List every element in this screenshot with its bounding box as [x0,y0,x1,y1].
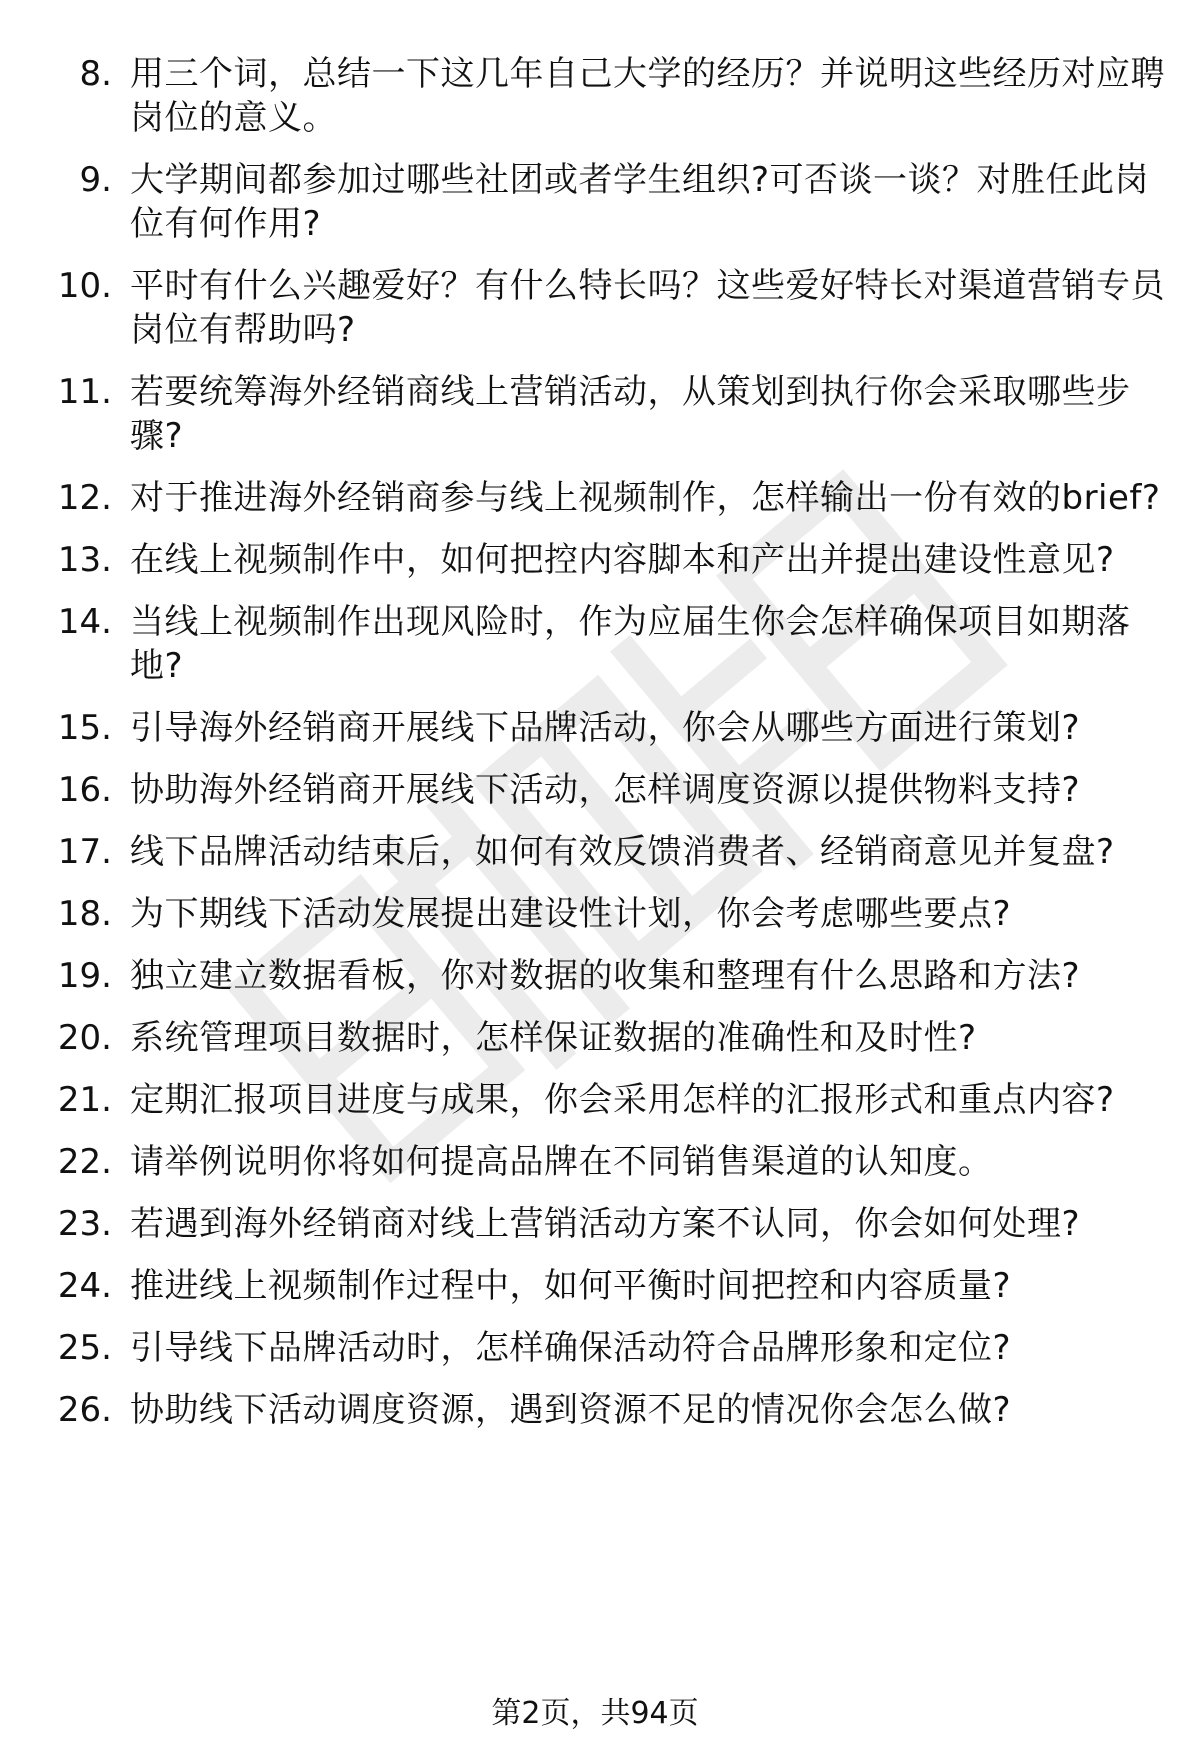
item-text: 为下期线下活动发展提出建设性计划，你会考虑哪些要点? [130,894,1012,934]
item-number: 13. [57,540,112,580]
question-list [0,52,1190,1450]
item-text: 请举例说明你将如何提高品牌在不同销售渠道的认知度。 [130,1142,993,1182]
item-text: 协助海外经销商开展线下活动，怎样调度资源以提供物料支持? [130,770,1081,810]
item-text: 独立建立数据看板，你对数据的收集和整理有什么思路和方法? [130,956,1081,996]
item-number: 26. [57,1390,112,1430]
item-text: 引导线下品牌活动时，怎样确保活动符合品牌形象和定位? [130,1328,1012,1368]
list-item [0,600,1190,688]
list-item [0,1140,1190,1184]
list-item [0,538,1190,582]
list-item [0,892,1190,936]
item-text: 大学期间都参加过哪些社团或者学生组织?可否谈一谈？对胜任此岗位有何作用? [130,160,1150,244]
list-item [0,1202,1190,1246]
item-number: 20. [57,1018,112,1058]
item-text: 引导海外经销商开展线下品牌活动，你会从哪些方面进行策划? [130,708,1081,748]
item-number: 24. [57,1266,112,1306]
list-item [0,768,1190,812]
item-number: 21. [57,1080,112,1120]
item-text: 在线上视频制作中，如何把控内容脚本和产出并提出建设性意见? [130,540,1115,580]
list-item [0,1388,1190,1432]
item-text: 平时有什么兴趣爱好？有什么特长吗？这些爱好特长对渠道营销专员岗位有帮助吗? [130,266,1165,350]
item-number: 25. [57,1328,112,1368]
item-number: 15. [57,708,112,748]
list-item [0,1016,1190,1060]
item-text: 若遇到海外经销商对线上营销活动方案不认同，你会如何处理? [130,1204,1081,1244]
list-item [0,476,1190,520]
page-footer: 第2页，共94页 [491,1696,699,1731]
item-text: 定期汇报项目进度与成果，你会采用怎样的汇报形式和重点内容? [130,1080,1115,1120]
item-text: 当线上视频制作出现风险时，作为应届生你会怎样确保项目如期落地? [130,602,1131,686]
list-item [0,830,1190,874]
list-item [0,158,1190,246]
item-number: 18. [57,894,112,934]
list-item [0,1078,1190,1122]
item-text: 线下品牌活动结束后，如何有效反馈消费者、经销商意见并复盘? [130,832,1115,872]
item-text: 系统管理项目数据时，怎样保证数据的准确性和及时性? [130,1018,977,1058]
item-number: 11. [57,372,112,412]
item-number: 19. [57,956,112,996]
item-number: 10. [57,266,112,306]
item-number: 22. [57,1142,112,1182]
item-text: 用三个词，总结一下这几年自己大学的经历？并说明这些经历对应聘岗位的意义。 [130,54,1165,138]
list-item [0,954,1190,998]
item-number: 16. [57,770,112,810]
item-text: 对于推进海外经销商参与线上视频制作，怎样输出一份有效的brief? [130,478,1161,518]
item-text: 若要统筹海外经销商线上营销活动，从策划到执行你会采取哪些步骤? [130,372,1131,456]
item-number: 8. [79,54,112,94]
list-item [0,370,1190,458]
item-number: 17. [57,832,112,872]
item-number: 23. [57,1204,112,1244]
item-number: 12. [57,478,112,518]
list-item [0,1264,1190,1308]
list-item [0,1326,1190,1370]
list-item [0,706,1190,750]
list-item [0,52,1190,140]
item-text: 协助线下活动调度资源，遇到资源不足的情况你会怎么做? [130,1390,1012,1430]
item-text: 推进线上视频制作过程中，如何平衡时间把控和内容质量? [130,1266,1012,1306]
item-number: 9. [79,160,112,200]
item-number: 14. [57,602,112,642]
list-item [0,264,1190,352]
